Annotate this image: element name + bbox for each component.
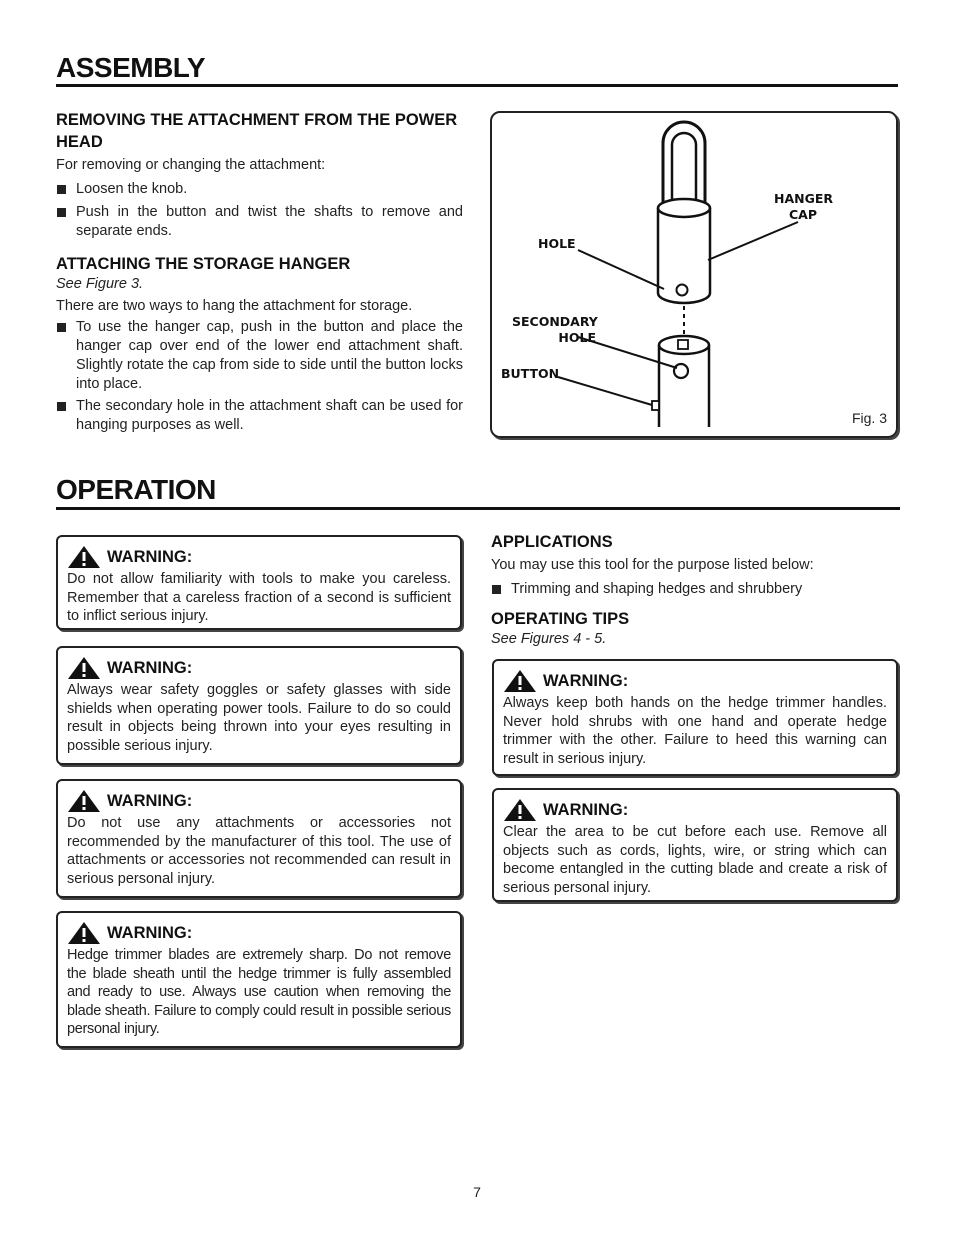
list-item: The secondary hole in the attachment shaft can be used for hanging purposes as well. (56, 397, 463, 435)
warning-triangle-icon (503, 669, 537, 693)
bullet-icon (57, 208, 66, 217)
warning-triangle-icon (67, 656, 101, 680)
hanger-see-figure: See Figure 3. (56, 276, 144, 292)
warning-label: WARNING: (543, 671, 629, 690)
applications-intro: You may use this tool for the purpose listed below: (491, 557, 814, 573)
figure-caption: Fig. 3 (851, 410, 887, 426)
bullet-icon (57, 402, 66, 411)
secondary-hole-label: SECONDARY HOLE (512, 314, 598, 345)
warning-box (56, 911, 462, 1048)
warning-text: Hedge trimmer blades are extremely sharp. Do not remove the blade sheath until the hedge trimmer is fully assembled and ready to use. Always use caution when removing the blade sheath. Failure to comply could result in possible serious personal injury. (67, 947, 451, 1038)
warning-label: WARNING: (543, 800, 629, 819)
assembly-text-column (56, 109, 463, 435)
list-item: Loosen the knob. (56, 180, 463, 199)
warning-header (67, 656, 451, 680)
warning-text: Do not use any attachments or accessories not recommended by the manufacturer of this tool. The use of attachments or accessories not recommended can result in serious personal injury. (67, 815, 451, 887)
removing-list (56, 180, 463, 241)
warning-triangle-icon (67, 789, 101, 813)
warning-box (492, 659, 898, 776)
warning-box (56, 646, 462, 765)
warning-header (503, 798, 887, 822)
operating-tips-heading: OPERATING TIPS (491, 610, 630, 628)
warning-box (492, 788, 898, 902)
warning-header (503, 669, 887, 693)
warning-triangle-icon (503, 798, 537, 822)
operation-rule (56, 507, 900, 510)
warning-text: Always wear safety goggles or safety glasses with side shields when operating power tools. Failure to do so could result in objects being thrown into your eyes resulting in possible serious injury. (67, 682, 451, 754)
warning-label: WARNING: (107, 923, 193, 942)
hole-label: HOLE (538, 236, 576, 251)
list-item: Trimming and shaping hedges and shrubbery (491, 580, 897, 599)
removing-heading: REMOVING THE ATTACHMENT FROM THE POWER HEAD (56, 111, 458, 151)
hanger-intro: There are two ways to hang the attachment for storage. (56, 298, 413, 314)
warning-text: Do not allow familiarity with tools to make you careless. Remember that a careless fraction of a second is sufficient to inflict serious injury. (67, 571, 451, 625)
hanger-heading: ATTACHING THE STORAGE HANGER (56, 255, 351, 273)
warning-label: WARNING: (107, 658, 193, 677)
warning-text: Clear the area to be cut before each use. Remove all objects such as cords, lights, wire, or string which can become entangled in the cutting blade and create a risk of serious personal injury. (503, 824, 887, 896)
button-label: BUTTON (501, 366, 560, 381)
warning-box (56, 779, 462, 898)
figure-3 (490, 111, 898, 438)
assembly-rule (56, 84, 898, 87)
warning-label: WARNING: (107, 547, 193, 566)
assembly-title: ASSEMBLY (56, 52, 206, 83)
list-item: Push in the button and twist the shafts to remove and separate ends. (56, 203, 463, 241)
warning-header (67, 921, 451, 945)
operation-right-column (491, 531, 897, 649)
warning-text: Always keep both hands on the hedge trimmer handles. Never hold shrubs with one hand and operate hedge trimmer with the other. Failure to heed this warning can result in serious injury. (503, 695, 887, 767)
warning-label: WARNING: (107, 791, 193, 810)
operation-title: OPERATION (56, 474, 216, 505)
bullet-icon (57, 185, 66, 194)
warning-triangle-icon (67, 545, 101, 569)
page-number: 7 (473, 1184, 481, 1200)
warning-header (67, 789, 451, 813)
applications-heading: APPLICATIONS (491, 533, 613, 551)
warning-triangle-icon (67, 921, 101, 945)
warning-header (67, 545, 451, 569)
hanger-illustration (492, 113, 896, 436)
warning-box (56, 535, 462, 630)
operating-tips-see-figures: See Figures 4 - 5. (491, 631, 607, 647)
bullet-icon (57, 323, 66, 332)
hanger-cap-label: HANGER CAP (774, 191, 834, 222)
hanger-list (56, 318, 463, 435)
bullet-icon (492, 585, 501, 594)
removing-intro: For removing or changing the attachment: (56, 157, 326, 173)
list-item: To use the hanger cap, push in the button and place the hanger cap over end of the lower end attachment shaft. Slightly rotate the cap from side to side until the button locks into place. (56, 318, 463, 394)
applications-list (491, 580, 897, 599)
